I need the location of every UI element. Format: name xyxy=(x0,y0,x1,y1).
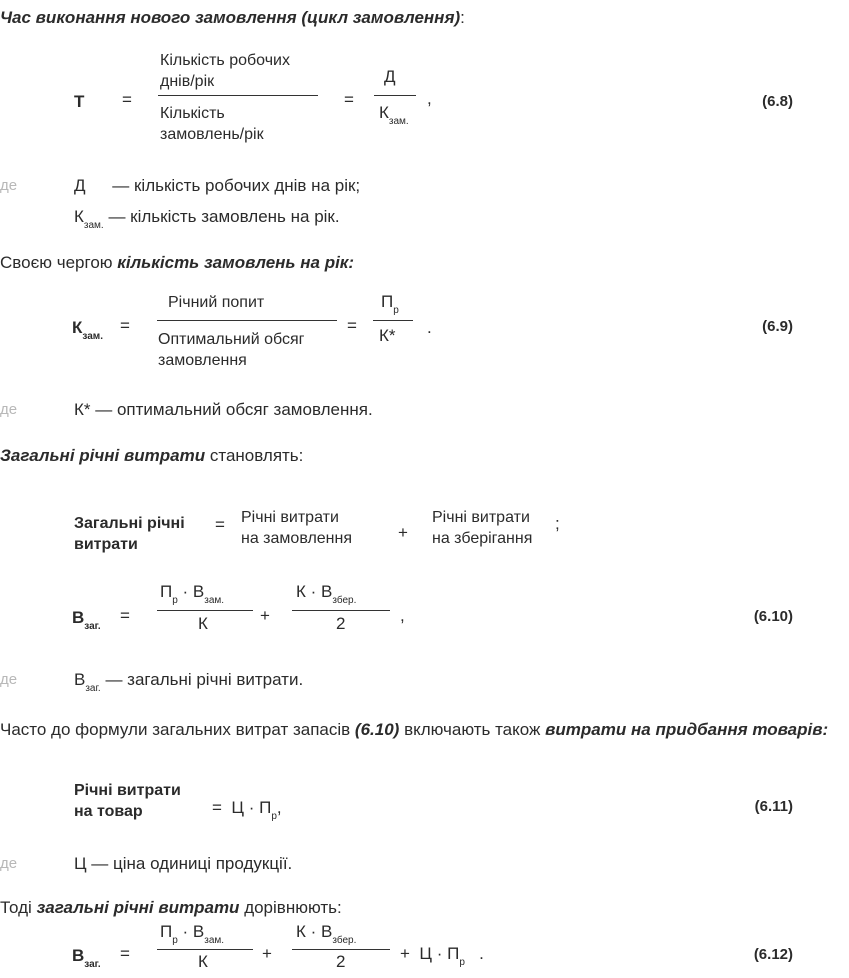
f611-dot: · xyxy=(248,798,255,817)
where2-text: К* — оптимальний обсяг замовлення. xyxy=(74,400,373,419)
f611-lhs-1: Річні витрати xyxy=(74,782,181,799)
f69-frac2-num-sym: П xyxy=(381,292,394,311)
f68-fraction-bar xyxy=(158,95,318,96)
f610-lhs-sub: заг. xyxy=(84,621,101,632)
f612-num-1 xyxy=(160,922,225,946)
verbal-t2-1: Річні витрати xyxy=(432,509,530,526)
where1-item-2 xyxy=(74,207,340,231)
f69-numerator: Річний попит xyxy=(168,294,265,311)
heading4-plain1: Тоді xyxy=(0,898,32,917)
f610-den-1: К xyxy=(198,614,208,633)
verbal-eq: = xyxy=(215,515,225,534)
f69-tail: . xyxy=(427,318,432,337)
f69-eq: = xyxy=(120,316,130,335)
f68-frac2-den-sym: К xyxy=(379,103,389,122)
heading-bold: Час виконання нового замовлення (цикл замовлення) xyxy=(0,8,461,27)
heading2-plain: Своєю чергою xyxy=(0,253,113,272)
f69-frac2-bar xyxy=(373,320,413,321)
f612-n1b-sub: зам. xyxy=(204,935,225,946)
f68-eq: = xyxy=(122,90,132,109)
f610-n1a: П xyxy=(160,582,173,601)
f69-frac2-num xyxy=(381,292,399,316)
f610-plus: + xyxy=(260,606,270,625)
where2-de: де xyxy=(0,401,18,418)
verbal-term-1 xyxy=(241,507,352,549)
f612-den-1: К xyxy=(198,952,208,971)
f69-fraction-bar xyxy=(157,320,337,321)
f610-n1a-sub: р xyxy=(172,595,178,606)
f68-tail: , xyxy=(427,89,432,108)
f610-den-2: 2 xyxy=(336,614,346,633)
f610-n2a: К xyxy=(296,582,306,601)
f610-n2b: В xyxy=(321,582,333,601)
verbal-tail: ; xyxy=(555,514,560,533)
heading4-plain2: дорівнюють: xyxy=(244,898,342,917)
f68-den-line-1: Кількість xyxy=(160,105,225,122)
where3-de: де xyxy=(0,671,18,688)
f68-den-line-2: замовлень/рік xyxy=(160,126,264,143)
f612-n1b: В xyxy=(192,922,205,941)
f68-denominator xyxy=(160,103,264,145)
f612-n2a: К xyxy=(296,922,306,941)
f612-n1a-sub: р xyxy=(172,935,178,946)
verbal-lhs-2: витрати xyxy=(74,536,138,553)
f612-dot-2: · xyxy=(310,922,317,941)
f612-number: (6.12) xyxy=(753,946,793,963)
para-suffix: : xyxy=(822,720,829,739)
f611-a: Ц xyxy=(231,798,244,817)
where3-sub: заг. xyxy=(85,683,101,694)
f612-num-2 xyxy=(296,922,357,946)
f69-den-line-1: Оптимальний обсяг xyxy=(158,331,305,348)
f612-plus2: + xyxy=(400,944,410,963)
where1-text-1: — кількість робочих днів на рік; xyxy=(112,176,361,195)
para-p1: Часто до формули загальних витрат запасів xyxy=(0,720,351,739)
para-bold1: витрати на xyxy=(545,720,651,739)
f611-b: П xyxy=(259,798,272,817)
f612-dot-1: · xyxy=(182,922,189,941)
f68-num-line-2: днів/рік xyxy=(160,73,215,90)
where1-sym-2: К xyxy=(74,207,84,226)
where1-sym-1: Д xyxy=(74,176,86,195)
f611-tail: , xyxy=(276,798,282,817)
paragraph-acquisition xyxy=(0,716,840,743)
verbal-lhs-1: Загальні річні xyxy=(74,515,185,532)
f69-number: (6.9) xyxy=(762,318,793,335)
f612-plus: + xyxy=(262,944,272,963)
para-p2: включають також xyxy=(404,720,541,739)
f610-dot-1: · xyxy=(182,582,189,601)
heading-suffix: : xyxy=(460,8,465,27)
verbal-plus: + xyxy=(398,523,408,542)
f612-p: П xyxy=(447,944,460,963)
f610-number: (6.10) xyxy=(753,608,793,625)
heading2-bold: кількість замовлень на рік xyxy=(117,253,349,272)
f612-n2b: В xyxy=(321,922,333,941)
f612-p-sub: р xyxy=(459,957,465,968)
f612-den-2: 2 xyxy=(336,952,346,971)
f610-eq: = xyxy=(120,606,130,625)
verbal-t1-1: Річні витрати xyxy=(241,509,339,526)
para-ref: (6.10) xyxy=(354,720,400,739)
f68-frac2-den-sub: зам. xyxy=(388,116,409,127)
f68-frac2-num: Д xyxy=(384,67,396,86)
f69-denominator xyxy=(158,329,304,371)
verbal-lhs xyxy=(74,513,185,555)
f612-bar-1 xyxy=(157,949,253,950)
heading2-suffix: : xyxy=(348,253,355,272)
f610-num-2 xyxy=(296,582,357,606)
f612-dot-3: · xyxy=(436,944,443,963)
f611-lhs-2: на товар xyxy=(74,803,143,820)
f610-num-1 xyxy=(160,582,225,606)
f68-num-line-1: Кількість робочих xyxy=(160,52,290,69)
f612-lhs-sym: В xyxy=(72,946,85,965)
heading-order-cycle xyxy=(0,8,465,28)
f69-frac2-den: К* xyxy=(379,326,396,345)
f611-number: (6.11) xyxy=(754,798,793,815)
f612-tail-group xyxy=(400,944,484,968)
where1-item-1 xyxy=(74,176,360,196)
f611-lhs xyxy=(74,780,181,822)
f612-eq: = xyxy=(120,944,130,963)
f612-tail: . xyxy=(479,944,484,963)
where3-sym: В xyxy=(74,670,86,689)
f68-lhs: T xyxy=(74,92,85,111)
f612-n1a: П xyxy=(160,922,173,941)
f610-bar-2 xyxy=(292,610,390,611)
f610-lhs xyxy=(72,608,101,632)
para-bold2: придбання товарів xyxy=(655,720,823,739)
f612-lhs xyxy=(72,946,101,970)
f69-eq2: = xyxy=(347,316,357,335)
f610-n1b-sub: зам. xyxy=(204,595,225,606)
f69-lhs-sub: зам. xyxy=(82,331,103,342)
f68-eq2: = xyxy=(344,90,354,109)
heading-order-count xyxy=(0,253,354,273)
f610-dot-2: · xyxy=(310,582,317,601)
f611-eq: = xyxy=(212,798,222,817)
where3-item xyxy=(74,670,304,694)
where4-de: де xyxy=(0,855,18,872)
heading-total-costs xyxy=(0,446,303,466)
heading3-plain: становлять: xyxy=(209,446,304,465)
where1-sub-2: зам. xyxy=(83,220,104,231)
f68-number: (6.8) xyxy=(762,93,793,110)
f612-c: Ц xyxy=(419,944,432,963)
f69-lhs-sym: К xyxy=(72,318,83,337)
f69-lhs xyxy=(72,318,103,342)
f610-tail: , xyxy=(400,606,405,625)
f611-rhs xyxy=(212,798,282,822)
heading4-bold: загальні річні витрати xyxy=(36,898,240,917)
f69-frac2-num-sub: р xyxy=(393,305,399,316)
heading3-bold: Загальні річні витрати xyxy=(0,446,206,465)
f68-frac2-den xyxy=(379,103,409,127)
verbal-term-2 xyxy=(432,507,532,549)
where1-text-2: — кількість замовлень на рік. xyxy=(108,207,340,226)
f612-lhs-sub: заг. xyxy=(84,959,101,970)
where3-text: — загальні річні витрати. xyxy=(105,670,304,689)
f610-lhs-sym: В xyxy=(72,608,85,627)
f610-bar-1 xyxy=(157,610,253,611)
where4-text: Ц — ціна одиниці продукції. xyxy=(74,854,293,873)
f612-bar-2 xyxy=(292,949,390,950)
f68-frac2-bar xyxy=(374,95,416,96)
verbal-t2-2: на зберігання xyxy=(432,530,533,547)
f610-n1b: В xyxy=(192,582,205,601)
f68-numerator xyxy=(160,50,290,92)
verbal-t1-2: на замовлення xyxy=(241,530,353,547)
f611-b-sub: р xyxy=(271,811,277,822)
f69-den-line-2: замовлення xyxy=(158,352,247,369)
heading-total-equal xyxy=(0,898,342,918)
f610-n2b-sub: збер. xyxy=(332,595,357,606)
where1-de: де xyxy=(0,177,18,194)
f612-n2b-sub: збер. xyxy=(332,935,357,946)
